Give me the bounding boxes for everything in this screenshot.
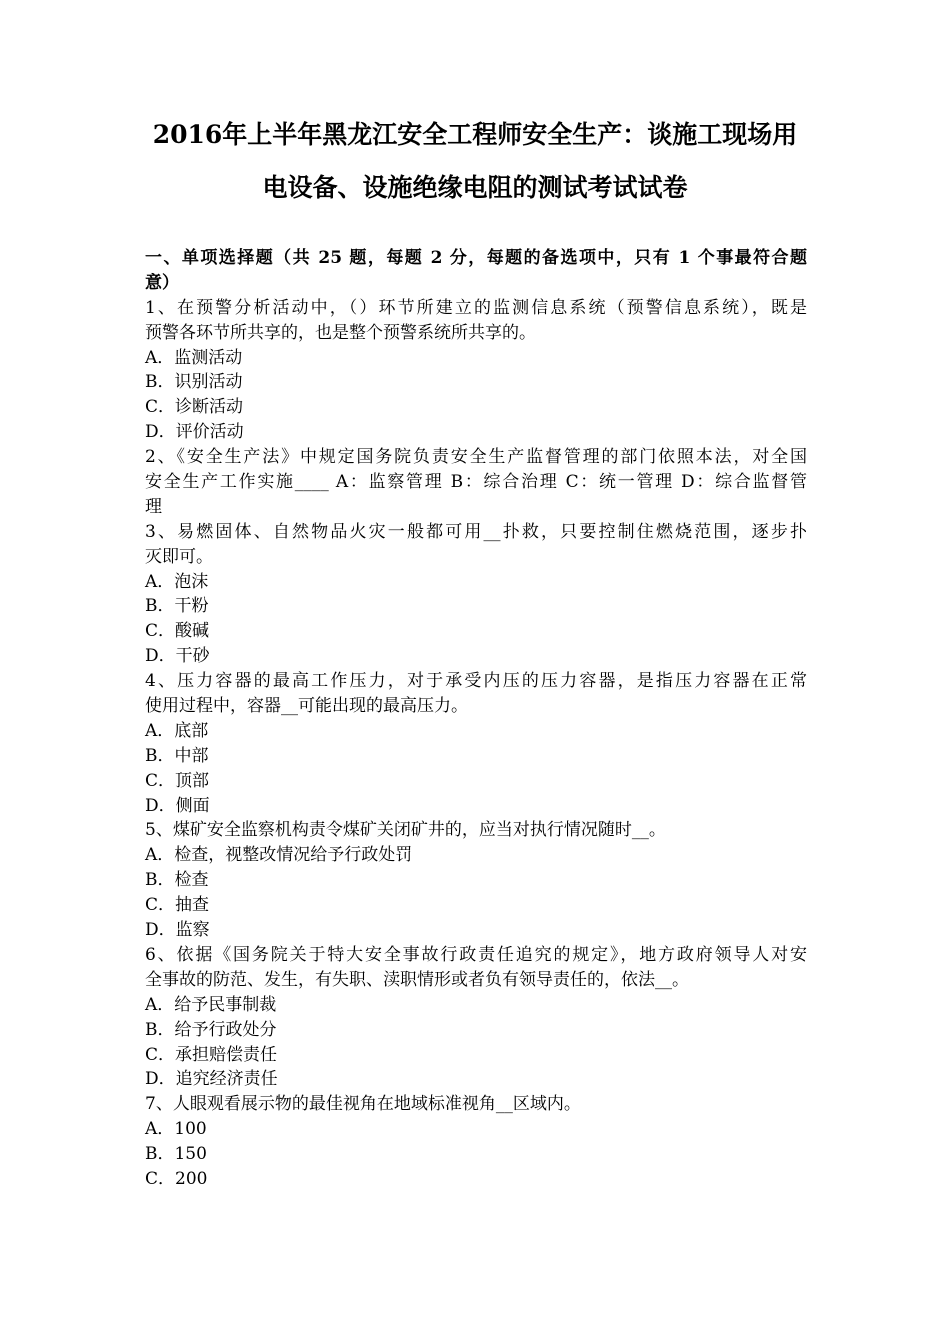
- section-heading-continued: 意）: [145, 272, 179, 293]
- question-3: [145, 520, 807, 669]
- question-5: [145, 818, 807, 942]
- answer-option: D．干砂: [145, 646, 210, 667]
- question-stem-line: 6、依据《国务院关于特大安全事故行政责任追究的规定》，地方政府领导人对安: [145, 944, 807, 965]
- answer-option: D．评价活动: [145, 422, 244, 443]
- question-stem-line: 使用过程中，容器__可能出现的最高压力。: [145, 696, 468, 717]
- answer-option: C．承担赔偿责任: [145, 1044, 278, 1065]
- question-stem-line: 灭即可。: [145, 546, 213, 567]
- section-heading: 一、单项选择题（共 25 题，每题 2 分，每题的备选项中，只有 1 个事最符合题: [145, 248, 807, 268]
- question-stem-line: 全事故的防范、发生，有失职、渎职情形或者负有领导责任的，依法__。: [145, 969, 689, 990]
- answer-option: D．监察: [145, 920, 210, 941]
- answer-option: C．诊断活动: [145, 397, 244, 418]
- answer-option: A．泡沫: [145, 571, 209, 592]
- answer-option: B．给予行政处分: [145, 1019, 277, 1040]
- answer-option: D．追究经济责任: [145, 1069, 278, 1090]
- answer-option: C．抽查: [145, 895, 210, 916]
- answer-option: A．检查，视整改情况给予行政处罚: [145, 845, 413, 866]
- answer-option: C．200: [145, 1168, 208, 1189]
- question-7: [145, 1092, 807, 1192]
- question-1: [145, 296, 807, 445]
- question-stem-line: 4、压力容器的最高工作压力，对于承受内压的压力容器，是指压力容器在正常: [145, 671, 807, 692]
- question-stem-line: 1、在预警分析活动中，（）环节所建立的监测信息系统（预警信息系统），既是: [145, 297, 807, 318]
- question-stem-line: 3、易燃固体、自然物品火灾一般都可用__扑救，只要控制住燃烧范围，逐步扑: [145, 521, 807, 542]
- question-stem-line: 2、《安全生产法》中规定国务院负责安全生产监督管理的部门依照本法，对全国: [145, 447, 807, 468]
- answer-option: A．底部: [145, 720, 209, 741]
- question-stem-line: 理: [145, 496, 162, 517]
- answer-option: B．识别活动: [145, 372, 243, 393]
- question-stem-line: 7、人眼观看展示物的最佳视角在地域标准视角__区域内。: [145, 1094, 581, 1115]
- question-stem-line: 预警各环节所共享的，也是整个预警系统所共享的。: [145, 322, 536, 343]
- question-6: [145, 943, 807, 1092]
- question-2: [145, 445, 807, 520]
- question-stem-line: 5、煤矿安全监察机构责令煤矿关闭矿井的，应当对执行情况随时__。: [145, 820, 666, 841]
- question-stem-line: 安全生产工作实施____ A：监察管理 B：综合治理 C：统一管理 D：综合监督管: [145, 472, 807, 493]
- answer-option: A．监测活动: [145, 347, 243, 368]
- document-title-line-2: 电设备、设施绝缘电阻的测试考试试卷: [262, 173, 688, 202]
- answer-option: C．顶部: [145, 770, 210, 791]
- document-body: [145, 246, 807, 1192]
- question-4: [145, 669, 807, 818]
- answer-option: B．150: [145, 1144, 207, 1165]
- answer-option: B．中部: [145, 745, 209, 766]
- answer-option: C．酸碱: [145, 621, 210, 642]
- answer-option: A．给予民事制裁: [145, 994, 277, 1015]
- answer-option: A．100: [145, 1119, 207, 1140]
- answer-option: B．干粉: [145, 596, 209, 617]
- document-title-line-1: 2016年上半年黑龙江安全工程师安全生产：谈施工现场用: [152, 120, 798, 149]
- answer-option: D．侧面: [145, 795, 210, 816]
- answer-option: B．检查: [145, 870, 209, 891]
